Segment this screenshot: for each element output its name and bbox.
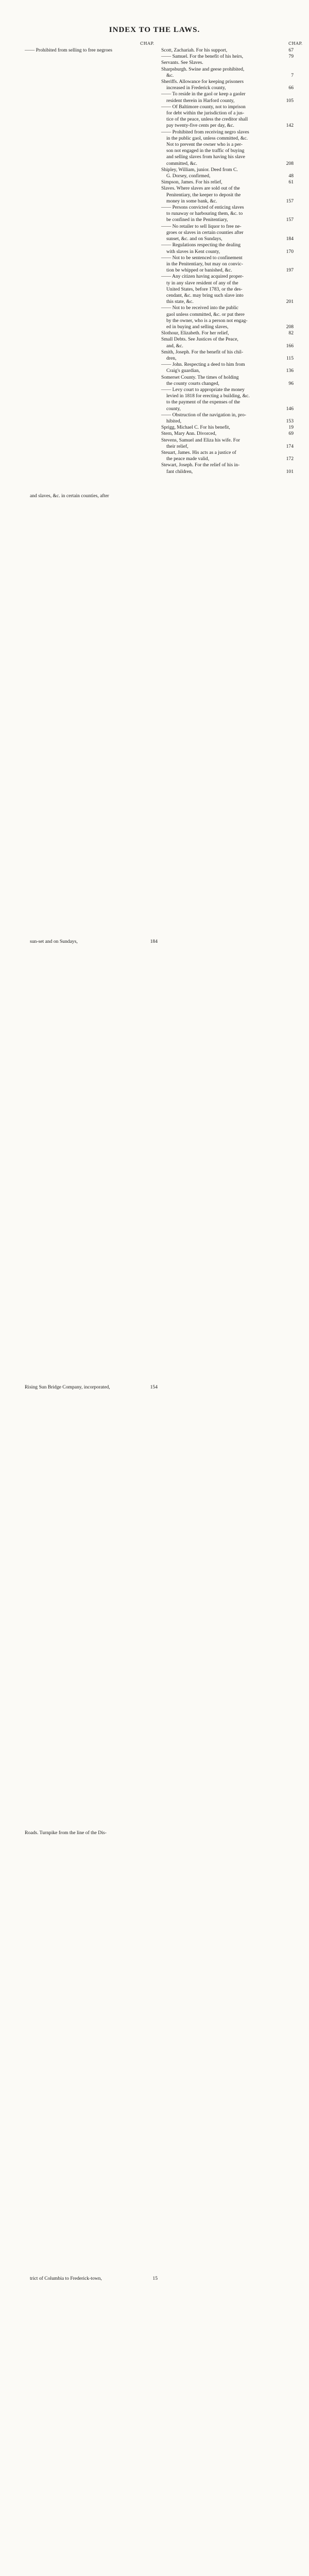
chapter-number: 157 — [286, 217, 294, 223]
entry-text: Sprigg, Michael C. For his benefit, — [161, 425, 230, 431]
chapter-number — [282, 293, 294, 299]
entry-text: —— Any citizen having acquired proper- — [161, 274, 244, 280]
chapter-number — [282, 393, 294, 399]
entry-text: their relief, — [166, 443, 188, 449]
chapter-number — [282, 135, 294, 142]
entry-text: —— John. Respecting a deed to him from — [161, 362, 245, 368]
index-entry — [161, 444, 294, 450]
index-entry — [161, 123, 294, 129]
chapter-number: 146 — [286, 405, 294, 412]
chapter-number — [282, 91, 294, 97]
index-entry — [161, 293, 294, 299]
entry-text: and selling slaves from having his slave — [166, 154, 245, 160]
entry-text: Sheriffs. Allowance for keeping prisoners — [161, 79, 244, 85]
chapter-number: 101 — [286, 468, 294, 474]
index-entry — [161, 318, 294, 324]
index-entry — [161, 98, 294, 104]
chapter-number — [282, 305, 294, 311]
entry-text: groes or slaves in certain counties after — [166, 229, 244, 235]
chapter-number: 142 — [286, 123, 294, 129]
chapter-number — [146, 493, 158, 939]
chapter-number — [282, 66, 294, 73]
chapter-number: 67 — [288, 47, 294, 53]
chapter-number: 208 — [286, 324, 294, 330]
entry-text: Roads. Turnpike from the line of the Dis- — [25, 1830, 107, 1836]
index-entry — [161, 54, 294, 60]
index-entry — [25, 1384, 158, 1830]
index-entry — [161, 47, 294, 54]
entry-text: Sharpsburgh. Swine and geese prohibited, — [161, 66, 245, 72]
index-entry — [161, 230, 294, 236]
index-entry — [161, 217, 294, 223]
chapter-number — [282, 205, 294, 211]
entry-text: —— Prohibited from selling to free negroes — [25, 47, 112, 53]
index-entry — [161, 198, 294, 205]
entry-text: Servants. See Slaves. — [161, 60, 203, 66]
chapter-number — [282, 110, 294, 116]
entry-text: Scott, Zachariah. For his support, — [161, 47, 228, 53]
chapter-number — [282, 224, 294, 230]
chapter-number — [282, 387, 294, 393]
index-entry — [25, 1830, 158, 2276]
chapter-number — [282, 375, 294, 381]
entry-text: the county courts changed, — [166, 380, 219, 386]
entry-text: in the public gaol, unless committed, &c. — [166, 135, 248, 141]
entry-text: —— Regulations respecting the dealing — [161, 242, 241, 248]
index-entry — [161, 381, 294, 387]
entry-text: —— Of Baltimore county, not to imprison — [161, 104, 246, 110]
chapter-number — [282, 312, 294, 318]
entry-text: &c. — [166, 72, 174, 78]
chapter-number: 153 — [286, 418, 294, 424]
index-entry — [161, 469, 294, 475]
chapter-number: 136 — [286, 368, 294, 374]
entry-text: this state, &c. — [166, 299, 194, 305]
chapter-number: 197 — [286, 267, 294, 274]
chapter-number: 7 — [291, 72, 294, 78]
chapter-number — [282, 349, 294, 355]
entry-text: tion be whipped or banished, &c. — [166, 267, 232, 274]
chapter-number: 154 — [150, 1384, 158, 1390]
entry-text: —— Persons convicted of enticing slaves — [161, 205, 244, 211]
index-entry — [161, 161, 294, 167]
index-entry — [161, 412, 294, 418]
entry-text: and slaves, &c. in certain counties, after — [30, 493, 109, 499]
index-entry — [161, 274, 294, 280]
index-entry — [161, 242, 294, 248]
entry-text: with slaves in Kent county, — [166, 248, 220, 255]
chapter-number — [282, 261, 294, 267]
chapter-number — [282, 362, 294, 368]
chapter-number: 115 — [286, 355, 294, 361]
index-entry — [161, 205, 294, 211]
index-entry — [161, 299, 294, 305]
chapter-number — [282, 129, 294, 135]
index-entry — [161, 173, 294, 179]
index-entry — [161, 343, 294, 349]
entry-text: Stevens, Samuel and Eliza his wife. For — [161, 437, 240, 443]
chapter-number — [282, 185, 294, 192]
index-entry — [161, 393, 294, 399]
index-entry — [161, 431, 294, 437]
chapter-number — [282, 211, 294, 217]
entry-text: —— To reside in the gaol or keep a gaoler — [161, 91, 246, 97]
chapter-number — [282, 154, 294, 160]
entry-text: Steuart, James. His acts as a justice of — [161, 450, 236, 455]
entry-text: for debt within the jurisdiction of a jus- — [166, 110, 245, 116]
chapter-number: 184 — [150, 939, 158, 944]
chapter-number: 105 — [286, 97, 294, 104]
entry-text: United States, before 1783, or the des- — [166, 286, 243, 292]
index-entry — [161, 387, 294, 393]
chapter-number: 19 — [288, 425, 294, 431]
entry-text: increased in Frederick county, — [166, 85, 226, 91]
chapter-number: 208 — [286, 160, 294, 166]
index-entry — [161, 349, 294, 355]
chapter-number: 166 — [286, 343, 294, 349]
entry-text: gaol unless committed, &c. or put there — [166, 311, 245, 317]
entry-text: and, &c. — [166, 343, 183, 349]
index-entry — [161, 148, 294, 154]
chapter-number — [282, 255, 294, 261]
chap-label-right: CHAP. — [288, 41, 303, 46]
chapter-number: 96 — [288, 380, 294, 386]
index-column-left — [25, 47, 158, 2576]
entry-text: in the Penitentiary, but may on convic- — [166, 261, 243, 267]
entry-text: sun-set and on Sundays, — [30, 939, 78, 944]
chapter-number — [282, 412, 294, 418]
entry-text: —— Levy court to appropriate the money — [161, 386, 245, 393]
entry-text: to the payment of the expenses of the — [166, 399, 241, 405]
entry-text: be confined in the Penitentiary, — [166, 217, 228, 223]
chapter-number: 69 — [288, 431, 294, 437]
entry-text: by the owner, who is a person not engag- — [166, 317, 248, 324]
index-entry — [161, 462, 294, 468]
entry-text: Slothour, Elizabeth. For her relief, — [161, 330, 229, 336]
entry-text: money in some bank, &c. — [166, 198, 217, 204]
entry-text: Smith, Joseph. For the benefit of his chil- — [161, 349, 244, 355]
index-entry — [161, 286, 294, 293]
chapter-number: 15 — [152, 2276, 158, 2281]
index-entry — [161, 336, 294, 343]
chapter-number — [282, 450, 294, 456]
entry-text: —— Not to be received into the public — [161, 305, 238, 311]
chapter-number — [282, 116, 294, 123]
index-entry — [161, 91, 294, 97]
chap-label-left: CHAP. — [140, 41, 154, 46]
index-entry — [25, 2276, 158, 2576]
index-entry — [161, 60, 294, 66]
entry-text: Shipley, William, junior. Deed from C. — [161, 166, 238, 173]
index-entry — [161, 406, 294, 412]
chapter-number — [282, 79, 294, 85]
index-entry — [161, 236, 294, 242]
index-entry — [161, 330, 294, 336]
index-entry — [161, 167, 294, 173]
chapter-number: 157 — [286, 198, 294, 204]
entry-text: fant children, — [166, 468, 193, 474]
index-entry — [161, 116, 294, 123]
chapter-number — [282, 230, 294, 236]
entry-text: cendant, &c. may bring such slave into — [166, 292, 244, 298]
entry-text: Rising Sun Bridge Company, incorporated, — [25, 1384, 110, 1390]
entry-text: sunset, &c. and on Sundays, — [166, 236, 222, 242]
index-entry — [161, 129, 294, 135]
entry-text: levied in 1818 for erecting a building, &c. — [166, 393, 250, 399]
entry-text: pay twenty-five cents per day, &c. — [166, 123, 234, 129]
index-entry — [161, 267, 294, 274]
index-entry — [25, 939, 158, 1384]
index-entry — [161, 362, 294, 368]
entry-text: resident therein in Harford county, — [166, 97, 235, 104]
index-entry — [161, 305, 294, 311]
index-entry — [161, 79, 294, 85]
entry-text: Craig's guardian, — [166, 368, 200, 374]
index-entry — [161, 249, 294, 255]
entry-text: Simpson, James. For his relief, — [161, 179, 222, 185]
chapter-number — [282, 274, 294, 280]
chapter-number — [282, 318, 294, 324]
chapter-number — [282, 148, 294, 154]
entry-text: Small Debts. See Justices of the Peace, — [161, 336, 238, 343]
index-entry — [25, 493, 158, 939]
index-entry — [161, 185, 294, 192]
index-entry — [161, 355, 294, 362]
entry-text: —— Prohibited from receiving negro slaves — [161, 129, 249, 135]
entry-text: Slaves. Where slaves are sold out of the — [161, 185, 240, 192]
chapter-number — [282, 286, 294, 293]
chapter-number — [282, 167, 294, 173]
chapter-number: 82 — [288, 330, 294, 336]
entry-text: Stern, Mary Ann. Divorced, — [161, 431, 217, 437]
entry-text: to runaway or harbouring them, &c. to — [166, 211, 243, 217]
entry-text: ty in any slave resident of any of the — [166, 280, 238, 286]
index-entry — [161, 154, 294, 160]
chapter-number — [282, 142, 294, 148]
index-entry — [161, 261, 294, 267]
chapter-number — [146, 1830, 158, 2276]
index-entry — [161, 211, 294, 217]
index-entry — [161, 368, 294, 374]
chapter-number — [282, 462, 294, 468]
index-entry — [161, 192, 294, 198]
index-entry — [161, 85, 294, 91]
index-entry — [161, 104, 294, 110]
chapter-number: 79 — [288, 54, 294, 60]
index-entry — [161, 224, 294, 230]
index-entry — [161, 255, 294, 261]
chapter-number — [282, 399, 294, 405]
index-entry — [161, 324, 294, 330]
index-entry — [161, 312, 294, 318]
chapter-number — [282, 192, 294, 198]
entry-text: trict of Columbia to Frederick-town, — [30, 2276, 102, 2281]
entry-text: county, — [166, 405, 181, 412]
index-entry — [161, 179, 294, 185]
chapter-number — [146, 47, 158, 493]
entry-text: Stewart, Joseph. For the relief of his in- — [161, 462, 240, 468]
index-entry — [161, 399, 294, 405]
entry-text: tice of the peace, unless the creditor shall — [166, 116, 248, 123]
chapter-number: 170 — [286, 248, 294, 255]
index-entry — [161, 437, 294, 444]
entry-text: —— Obstruction of the navigation in, pro- — [161, 412, 246, 418]
entry-text: Not to prevent the owner who is a per- — [166, 142, 243, 148]
chapter-number — [282, 336, 294, 343]
index-entry — [161, 73, 294, 79]
entry-text: son not engaged in the traffic of buying — [166, 148, 245, 154]
entry-text: the peace made valid, — [166, 456, 210, 462]
index-entry — [161, 375, 294, 381]
entry-text: ed in buying and selling slaves, — [166, 324, 229, 330]
index-entry — [161, 425, 294, 431]
entry-text: committed, &c. — [166, 160, 197, 166]
index-entry — [161, 456, 294, 462]
chapter-number: 184 — [286, 236, 294, 242]
entry-text: Somerset County. The times of holding — [161, 374, 239, 380]
entry-text: Penitentiary, the keeper to deposit the — [166, 192, 241, 198]
index-entry — [161, 280, 294, 286]
page-title: INDEX TO THE LAWS. — [109, 26, 200, 34]
index-entry — [161, 135, 294, 142]
entry-text: hibited, — [166, 418, 182, 424]
chapter-number: 174 — [286, 443, 294, 449]
index-column-right — [161, 47, 294, 475]
entry-text: —— Not to be sentenced to confinement — [161, 255, 243, 261]
chapter-number: 66 — [288, 85, 294, 91]
entry-text: —— Samuel. For the benefit of his heirs, — [161, 54, 244, 60]
index-entry — [161, 142, 294, 148]
chapter-number: 61 — [288, 179, 294, 185]
index-entry — [25, 47, 158, 493]
chapter-number — [282, 60, 294, 66]
entry-text: dren, — [166, 355, 177, 361]
index-entry — [161, 418, 294, 425]
chapter-number: 201 — [286, 299, 294, 305]
entry-text: G. Dorsey, confirmed, — [166, 173, 211, 179]
chapter-number — [282, 437, 294, 444]
chapter-number — [282, 104, 294, 110]
index-entry — [161, 450, 294, 456]
index-entry — [161, 66, 294, 73]
chapter-number: 172 — [286, 456, 294, 462]
chapter-number — [282, 242, 294, 248]
chapter-number: 48 — [288, 173, 294, 179]
chapter-number — [282, 280, 294, 286]
index-entry — [161, 110, 294, 116]
entry-text: —— No retailer to sell liquor to free ne- — [161, 223, 242, 229]
